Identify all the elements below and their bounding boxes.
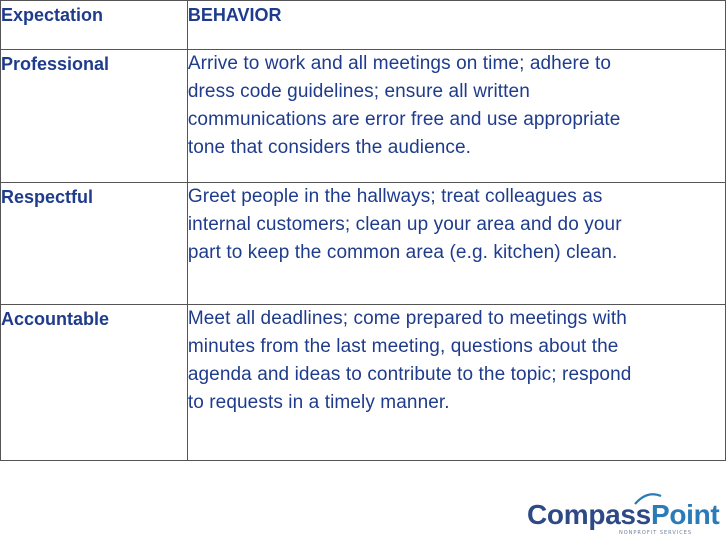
table-row [1,183,726,305]
compasspoint-logo [527,499,720,540]
behavior-professional [187,50,725,183]
behavior-line: Arrive to work and all meetings on time; adhere to [187,53,612,74]
behavior-line: communications are error free and use appropriate [187,109,621,130]
behavior-line: tone that considers the audience. [187,137,472,158]
behavior-line: Meet all deadlines; come prepared to meetings with [187,308,627,329]
behavior-line: part to keep the common area (e.g. kitchen) clean. [187,242,618,263]
behavior-line: agenda and ideas to contribute to the topic; respond [187,364,632,385]
behavior-line: internal customers; clean up your area and do your [187,214,622,235]
table-row [1,50,726,183]
term-respectful: Respectful [1,183,188,305]
term-accountable: Accountable [1,305,188,461]
behavior-accountable [187,305,725,461]
term-professional: Professional [1,50,188,183]
table-row [1,305,726,461]
table-header-row [1,1,726,50]
logo-name-part1: Compass [527,499,651,530]
behavior-line: minutes from the last meeting, questions about the [187,336,619,357]
behavior-line: to requests in a timely manner. [187,392,450,413]
behavior-line: Greet people in the hallways; treat colleagues as [187,186,603,207]
logo-name-part2: Point [650,499,720,530]
logo-wordmark [527,500,719,530]
header-behavior: BEHAVIOR [187,1,725,50]
logo-tagline: NONPROFIT SERVICES [619,530,693,536]
behavior-respectful [187,183,725,305]
header-expectation: Expectation [1,1,188,50]
behavior-line: dress code guidelines; ensure all written [187,81,530,102]
